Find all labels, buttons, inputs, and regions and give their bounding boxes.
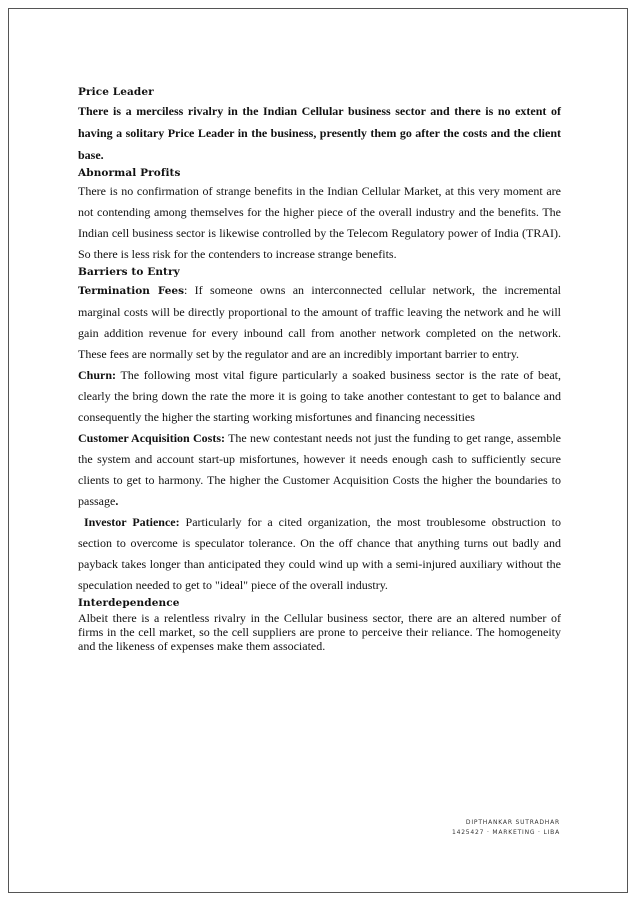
footer-credit bbox=[452, 818, 560, 838]
term-investor-patience: Investor Patience: bbox=[83, 515, 180, 529]
heading-price-leader: Price Leader bbox=[78, 86, 154, 98]
paragraph-churn bbox=[78, 365, 561, 428]
paragraph-abnormal-profits: There is no confirmation of strange benefits in the Indian Cellular Market, at this very moment are not contending among themselves for the higher piece of the overall industry and the benefits. The Indian cell business sector is likewise controlled by the Telecom Regulatory power of India (TRAI). So there is less risk for the contenders to increase strange benefits. bbox=[78, 184, 561, 261]
paragraph-termination-fees bbox=[78, 280, 561, 365]
text-investor-patience: Particularly for a cited organization, the most troublesome obstruction to section to overcome is speculator tolerance. On the off chance that anything turns out badly and payback takes longer than anticipated they could wind up with a semi-injured auxiliary without the speculation needed to get to "ideal" piece of the overall industry. bbox=[78, 515, 561, 592]
heading-interdependence: Interdependence bbox=[78, 597, 180, 609]
term-customer-acquisition-costs: Customer Acquisition Costs: bbox=[78, 431, 226, 445]
text-customer-acquisition-costs: The new contestant needs not just the funding to get range, assemble the system and account start-up misfortunes, however it needs enough cash to sufficiently secure clients to get to harmony. The higher the Customer Acquisition Costs the higher the boundaries to passage bbox=[78, 431, 561, 508]
term-churn: Churn: bbox=[78, 368, 117, 382]
text-churn: The following most vital figure particularly a soaked business sector is the rate of beat, clearly the bring down the rate the more it is going to take another contestant to get to balance and consequently the higher the starting working misfortunes and financing necessities bbox=[78, 368, 561, 424]
paragraph-price-leader: There is a merciless rivalry in the Indian Cellular business sector and there is no extent of having a solitary Price Leader in the business, presently them go after the costs and the client base. bbox=[78, 104, 561, 162]
document-body bbox=[78, 85, 561, 653]
heading-abnormal-profits: Abnormal Profits bbox=[78, 167, 181, 179]
paragraph-investor-patience bbox=[78, 512, 561, 596]
paragraph-customer-acquisition-costs bbox=[78, 428, 561, 512]
term-termination-fees: Termination Fees bbox=[78, 285, 184, 297]
paragraph-interdependence: Albeit there is a relentless rivalry in the Cellular business sector, there are an altered number of firms in the cell market, so the cell suppliers are prone to perceive their reliance. The homogeneity and the likeness of expenses make them associated. bbox=[78, 611, 561, 653]
heading-barriers-to-entry: Barriers to Entry bbox=[78, 266, 180, 278]
footer-details: 1425427 · MARKETING · LIBA bbox=[451, 829, 560, 836]
text-termination-fees: : If someone owns an interconnected cellular network, the incremental marginal costs will be directly proportional to the amount of traffic leaving the network and he will gain addition revenue for every inbound call from another network completed on the network. These fees are normally set by the regulator and are an incredibly important barrier to entry. bbox=[78, 283, 561, 361]
text-cac-period: . bbox=[115, 494, 119, 508]
footer-author: DIPTHANKAR SUTRADHAR bbox=[465, 819, 560, 826]
